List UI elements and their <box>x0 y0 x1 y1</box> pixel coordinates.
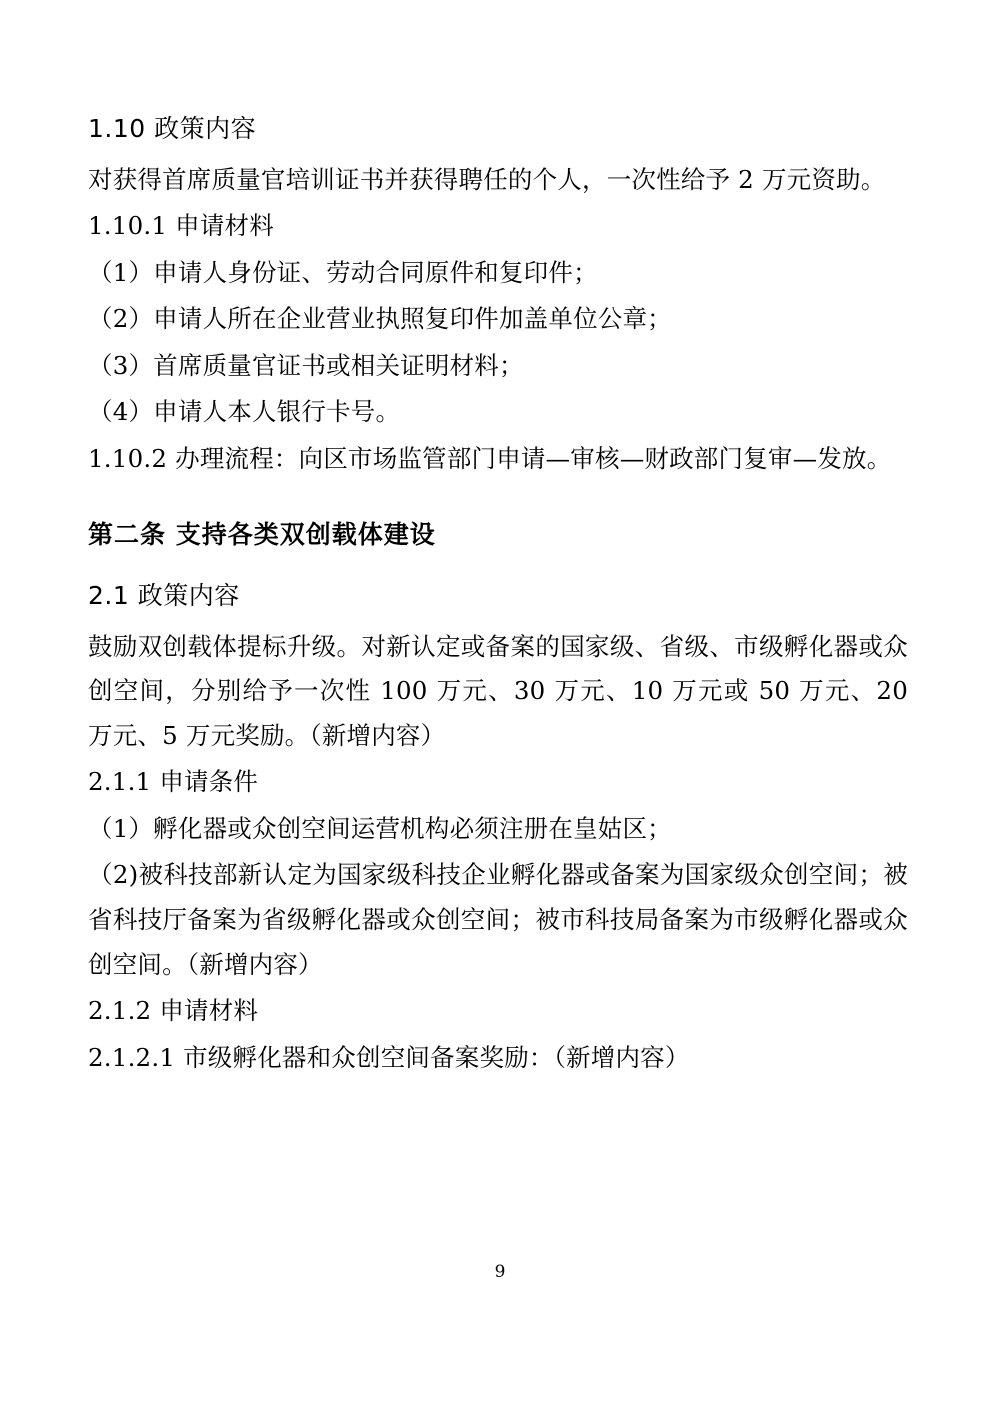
page-number: 9 <box>494 1262 506 1282</box>
item-1-10-1-4: （4）申请人本人银行卡号。 <box>88 397 401 427</box>
heading-2-1: 2.1 政策内容 <box>88 581 240 611</box>
paragraph-1-10-body: 对获得首席质量官培训证书并获得聘任的个人，一次性给予 2 万元资助。 <box>88 164 886 194</box>
item-1-10-1-1: （1）申请人身份证、劳动合同原件和复印件； <box>88 257 598 287</box>
paragraph-2-1-body: 鼓励双创载体提标升级。对新认定或备案的国家级、省级、市级孵化器或众创空间，分别给予一次性 100 万元、30 万元、10 万元或 50 万元、20 万元、5 万元奖励。（新增内容） <box>88 631 908 750</box>
heading-1-10-1: 1.10.1 申请材料 <box>88 211 274 241</box>
heading-2-1-1: 2.1.1 申请条件 <box>88 767 259 797</box>
item-1-10-1-3: （3）首席质量官证书或相关证明材料； <box>88 350 524 380</box>
item-2-1-1-2: （2)被科技部新认定为国家级科技企业孵化器或备案为国家级众创空间；被省科技厅备案为省级孵化器或众创空间；被市科技局备案为市级孵化器或众创空间。（新增内容） <box>88 860 908 979</box>
paragraph-2-1-2-1: 2.1.2.1 市级孵化器和众创空间备案奖励：（新增内容） <box>88 1042 690 1072</box>
heading-article-2: 第二条 支持各类双创载体建设 <box>88 519 436 549</box>
heading-1-10: 1.10 政策内容 <box>88 114 257 143</box>
paragraph-1-10-2: 1.10.2 办理流程：向区市场监管部门申请—审核—财政部门复审—发放。 <box>88 443 892 473</box>
item-2-1-1-1: （1）孵化器或众创空间运营机构必须注册在皇姑区； <box>88 813 672 843</box>
heading-2-1-2: 2.1.2 申请材料 <box>88 996 259 1026</box>
item-1-10-1-2: （2）申请人所在企业营业执照复印件加盖单位公章； <box>88 304 672 334</box>
document-body <box>88 110 908 1082</box>
